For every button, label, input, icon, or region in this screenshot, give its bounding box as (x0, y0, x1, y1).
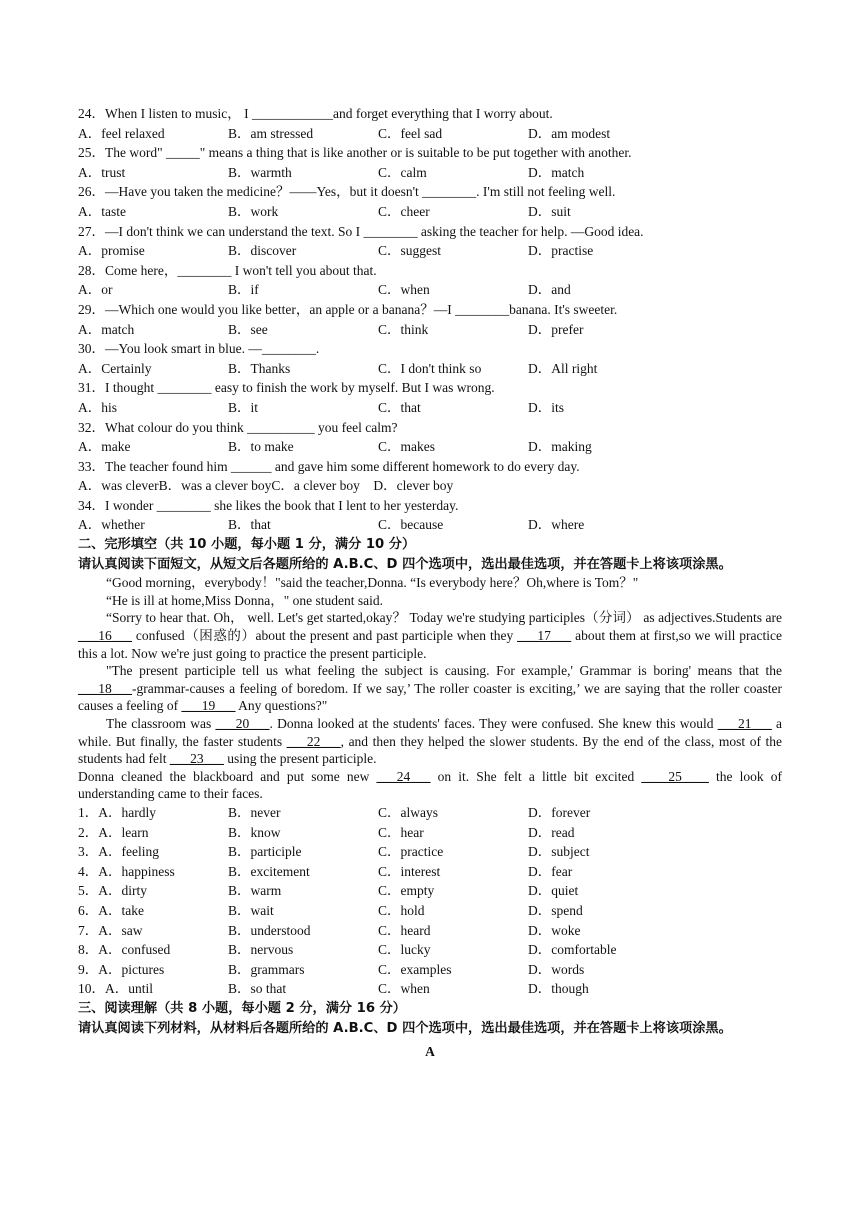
answer-option: B．nervous (228, 942, 294, 958)
text-run: , and then they helped the slower students. By the end of the class, most of the students had felt (78, 733, 782, 767)
answer-option: D．am modest (528, 125, 611, 141)
answer-option: B．warm (228, 883, 282, 899)
answer-options (78, 202, 782, 222)
answer-option: D．where (528, 517, 585, 533)
answer-option: D．suit (528, 203, 571, 219)
answer-option: 10．A．until (78, 981, 154, 997)
answer-option: 1．A．hardly (78, 804, 156, 820)
passage-paragraph-4 (78, 662, 782, 715)
answer-option: D．though (528, 981, 589, 997)
answer-option: B．understood (228, 922, 311, 938)
answer-option: B．participle (228, 844, 302, 860)
answer-option: C．when (378, 981, 430, 997)
answer-option: C．calm (378, 164, 427, 180)
text-run: “Sorry to hear that. Oh， well. Let's get started,okay？ Today we're studying participles（分词） as adjectives.Students are (106, 610, 782, 626)
text-run: Any questions?" (235, 698, 328, 714)
answer-option: C．when (378, 282, 430, 298)
cloze-option-row (78, 842, 782, 862)
answer-options (78, 515, 782, 535)
answer-option: B．discover (228, 243, 297, 259)
answer-option: D．prefer (528, 321, 584, 337)
answer-option: A．his (78, 399, 118, 415)
answer-option: D．subject (528, 844, 590, 860)
answer-option: D．and (528, 282, 571, 298)
blank-24: ___24___ (376, 768, 431, 784)
answer-option: C．feel sad (378, 125, 443, 141)
passage-paragraph-6 (78, 768, 782, 803)
answer-option: D．practise (528, 243, 594, 259)
cloze-option-row (78, 940, 782, 960)
text-run: Donna cleaned the blackboard and put some new (78, 768, 377, 784)
answer-option: C．examples (378, 961, 452, 977)
passage-paragraph-2: “He is ill at home,Miss Donna，" one student said. (106, 592, 383, 608)
answer-option: B．if (228, 282, 259, 298)
blank-17: ___17___ (517, 628, 572, 644)
text-run: "The present participle tell us what feeling the subject is causing. For example,' Grammar is boring' means that the (106, 663, 782, 679)
answer-option: D．match (528, 164, 585, 180)
question-stem: 34．I wonder ________ she likes the book that I lent to her yesterday. (78, 497, 459, 513)
question-stem: 26．—Have you taken the medicine？——Yes，but it doesn't ________. I'm still not feeling well. (78, 184, 616, 200)
answer-option: B．grammars (228, 961, 305, 977)
text-run: confused（困惑的）about the present and past participle when they (132, 628, 518, 644)
question-stem: 30．—You look smart in blue. —________. (78, 341, 320, 357)
answer-option: B．to make (228, 439, 294, 455)
answer-option: A．promise (78, 243, 145, 259)
answer-option: D．read (528, 824, 575, 840)
answer-option: B．warmth (228, 164, 292, 180)
text-run: a while. But finally, the faster students (78, 716, 782, 749)
question-stem: 31．I thought ________ easy to finish the work by myself. But I was wrong. (78, 380, 495, 396)
answer-option: C．hear (378, 824, 424, 840)
cloze-option-row (78, 921, 782, 941)
cloze-options (78, 803, 782, 999)
cloze-option-row (78, 881, 782, 901)
answer-option: C．suggest (378, 243, 442, 259)
answer-option: C．interest (378, 863, 441, 879)
passage-paragraph-5 (78, 715, 782, 768)
answer-option: B．that (228, 517, 271, 533)
answer-option: C．practice (378, 844, 444, 860)
answer-option: A．was cleverB．was a clever boyC．a clever boy D．clever boy (78, 478, 454, 494)
answer-option: D．making (528, 439, 592, 455)
answer-option: A．trust (78, 164, 126, 180)
answer-options (78, 124, 782, 144)
cloze-option-row (78, 960, 782, 980)
cloze-passage (78, 574, 782, 803)
answer-option: A．whether (78, 517, 145, 533)
answer-options (78, 320, 782, 340)
answer-options (78, 476, 782, 496)
answer-option: A．make (78, 439, 131, 455)
reading-part-label: A (425, 1044, 435, 1060)
passage-paragraph-3 (78, 609, 782, 662)
answer-option: 3．A．feeling (78, 844, 159, 860)
section-2-instruction: 请认真阅读下面短文，从短文后各题所给的 A.B.C、D 四个选项中，选出最佳选项，并在答题卡上将该项涂黑。 (78, 556, 732, 572)
question-stem: 25．The word" _____" means a thing that is like another or is suitable to be put together with another. (78, 145, 632, 161)
answer-option: B．work (228, 203, 279, 219)
answer-option: D．forever (528, 804, 591, 820)
answer-option: 7．A．saw (78, 922, 143, 938)
answer-option: B．Thanks (228, 360, 291, 376)
text-run: using the present participle. (223, 751, 377, 767)
answer-option: 2．A．learn (78, 824, 149, 840)
question-stem: 24．When I listen to music， I ____________and forget everything that I worry about. (78, 106, 553, 121)
cloze-option-row (78, 862, 782, 882)
question-stem: 27．—I don't think we can understand the text. So I ________ asking the teacher for help. —Good idea. (78, 223, 644, 239)
question-stem: 28．Come here，________ I won't tell you about that. (78, 262, 377, 278)
answer-options (78, 398, 782, 418)
cloze-option-row (78, 979, 782, 999)
answer-option: 8．A．confused (78, 942, 171, 958)
answer-options (78, 437, 782, 457)
answer-options (78, 241, 782, 261)
answer-option: B．excitement (228, 863, 310, 879)
cloze-option-row (78, 823, 782, 843)
answer-option: D．fear (528, 863, 573, 879)
text-run: on it. She felt a little bit excited (430, 768, 642, 784)
answer-option: D．words (528, 961, 585, 977)
cloze-option-row (78, 901, 782, 921)
answer-option: C．because (378, 517, 444, 533)
section-2-title: 二、完形填空（共 10 小题，每小题 1 分，满分 10 分） (78, 537, 416, 553)
answer-option: B．so that (228, 981, 287, 997)
section-3-title: 三、阅读理解（共 8 小题，每小题 2 分，满分 16 分） (78, 1000, 406, 1016)
answer-option: C．makes (378, 439, 435, 455)
blank-21: ___21___ (717, 716, 772, 731)
exam-page (78, 104, 782, 1062)
answer-option: 9．A．pictures (78, 961, 165, 977)
answer-option: C．think (378, 321, 429, 337)
blank-19: ___19___ (181, 698, 236, 714)
answer-option: A．feel relaxed (78, 125, 165, 141)
answer-option: D．woke (528, 922, 581, 938)
answer-option: C．empty (378, 883, 435, 899)
answer-option: A．taste (78, 203, 126, 219)
answer-option: 4．A．happiness (78, 863, 175, 879)
text-run: . Donna looked at the students' faces. They were confused. She knew this would (269, 716, 718, 731)
blank-18: ___18___ (78, 680, 132, 696)
multiple-choice-section (78, 104, 782, 535)
answer-option: B．never (228, 804, 281, 820)
text-run: about them at first,so we will practice this a lot. Now we're just going to practice the present participle. (78, 628, 783, 661)
question-stem: 29．—Which one would you like better，an apple or a banana？—I ________banana. It's sweeter. (78, 301, 618, 317)
answer-options (78, 163, 782, 183)
answer-option: B．it (228, 399, 259, 415)
answer-option: B．am stressed (228, 125, 314, 141)
answer-option: B．know (228, 824, 281, 840)
answer-option: A．Certainly (78, 360, 152, 376)
answer-options (78, 359, 782, 379)
answer-option: 5．A．dirty (78, 883, 147, 899)
answer-option: A．or (78, 282, 113, 298)
text-run: the look of understanding came to their faces. (78, 768, 782, 802)
section-3-instruction: 请认真阅读下列材料，从材料后各题所给的 A.B.C、D 四个选项中，选出最佳选项，并在答题卡上将该项涂黑。 (78, 1020, 732, 1036)
passage-paragraph-1: “Good morning，everybody！"said the teacher,Donna. “Is everybody here？Oh,where is Tom？" (106, 575, 639, 591)
text-run: -grammar-causes a feeling of boredom. If we say,’ The roller coaster is exciting,’ we are saying that the roller coaster causes a feeling of (78, 680, 782, 714)
answer-option: D．comfortable (528, 942, 617, 958)
question-stem: 32．What colour do you think __________ you feel calm? (78, 419, 398, 435)
blank-25: ____25____ (641, 768, 709, 784)
blank-16: ___16___ (78, 628, 132, 644)
answer-option: D．its (528, 399, 565, 415)
answer-option: 6．A．take (78, 902, 144, 918)
text-run: The classroom was (106, 716, 216, 731)
answer-option: C．hold (378, 902, 425, 918)
answer-option: C．cheer (378, 203, 430, 219)
blank-20: ___20___ (215, 716, 270, 731)
answer-option: C．I don't think so (378, 360, 482, 376)
answer-option: D．All right (528, 360, 598, 376)
answer-option: C．always (378, 804, 438, 820)
answer-option: B．see (228, 321, 268, 337)
question-stem: 33．The teacher found him ______ and gave him some different homework to do every day. (78, 458, 580, 474)
blank-22: ___22___ (286, 733, 341, 749)
answer-option: A．match (78, 321, 135, 337)
answer-option: C．lucky (378, 942, 431, 958)
answer-option: D．quiet (528, 883, 579, 899)
cloze-option-row (78, 803, 782, 823)
answer-options (78, 280, 782, 300)
blank-23: ___23___ (169, 751, 224, 767)
answer-option: D．spend (528, 902, 583, 918)
answer-option: C．that (378, 399, 421, 415)
answer-option: C．heard (378, 922, 431, 938)
answer-option: B．wait (228, 902, 274, 918)
